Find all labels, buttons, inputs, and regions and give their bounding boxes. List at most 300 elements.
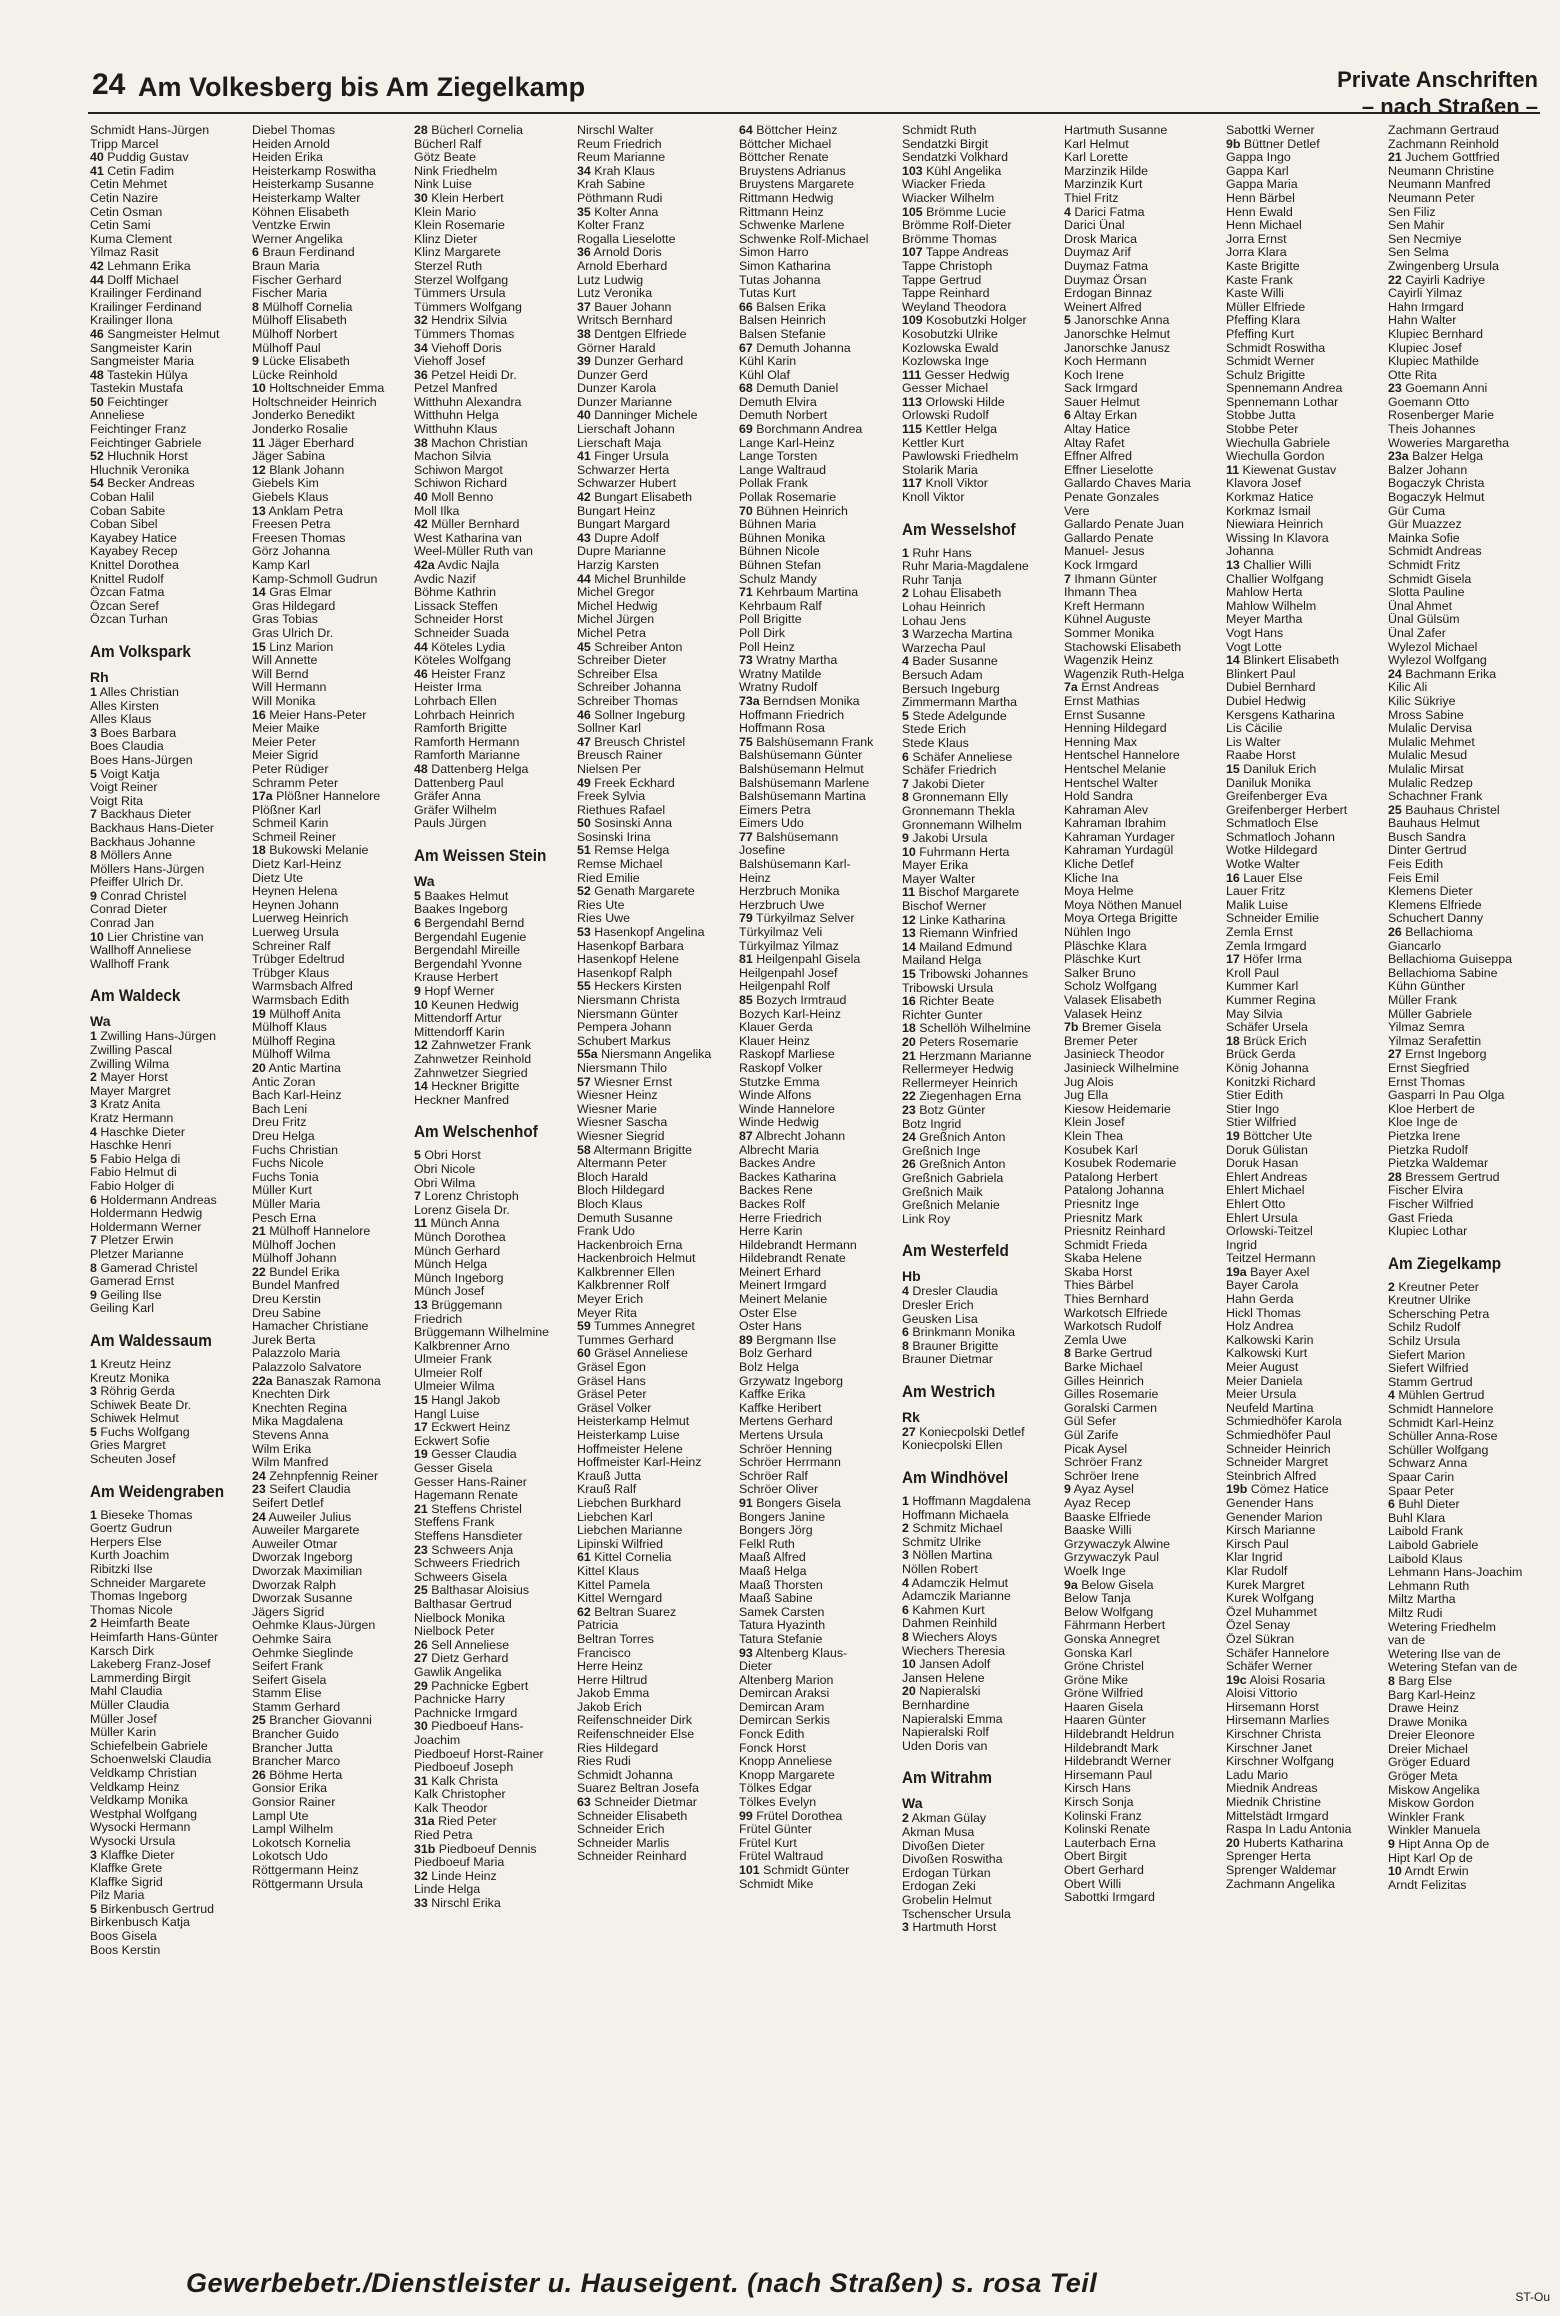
district-code: Wa	[414, 872, 435, 889]
directory-column	[1064, 124, 1216, 1905]
resident-entry: Tatura Stefanie	[739, 1632, 823, 1646]
resident-entry: Schmidt Johanna	[577, 1768, 673, 1782]
resident-entry: Gesser Hans-Rainer	[414, 1475, 527, 1489]
resident-entry: Meier Maike	[252, 722, 320, 736]
house-number: 5	[414, 1149, 421, 1163]
resident-entry: Lammerding Birgit	[90, 1671, 191, 1685]
resident-entry: Gawlik Angelika	[414, 1665, 502, 1679]
resident-entry: Klupiec Bernhard	[1388, 327, 1484, 341]
resident-entry: Raskopf Volker	[739, 1061, 823, 1075]
resident-entry: 10 Jansen Adolf	[902, 1658, 991, 1672]
resident-entry: Zemla Uwe	[1064, 1333, 1127, 1347]
resident-entry: 91 Bongers Gisela	[739, 1496, 841, 1510]
resident-entry: Schäfer Friedrich	[902, 764, 997, 778]
house-number: 20	[902, 1685, 916, 1699]
house-number: 28	[1388, 1170, 1402, 1184]
resident-entry: 17a Plößner Hannelore	[252, 790, 381, 804]
house-number: 3	[902, 1549, 909, 1563]
resident-entry: Hipt Karl Op de	[1388, 1851, 1473, 1865]
resident-entry: Karsch Dirk	[90, 1644, 155, 1658]
resident-entry: 8 Barg Else	[1388, 1674, 1453, 1688]
resident-entry: Mayer Margret	[90, 1084, 171, 1098]
resident-entry: Tappe Gertrud	[902, 273, 982, 287]
resident-entry: 17 Höfer Irma	[1226, 953, 1302, 967]
resident-entry: Kalkbrenner Arno	[414, 1339, 510, 1353]
resident-entry: Knechten Regina	[252, 1401, 348, 1415]
resident-entry: 8 Wiechers Aloys	[902, 1631, 998, 1644]
resident-entry: Warmsbach Alfred	[252, 980, 353, 994]
resident-entry: Skaba Horst	[1064, 1265, 1133, 1279]
resident-entry: Bloch Klaus	[577, 1197, 643, 1211]
resident-entry: Pläschke Klara	[1064, 939, 1147, 953]
resident-entry: Wiesner Siegrid	[577, 1129, 665, 1143]
resident-entry: Lehmann Hans-Joachim	[1388, 1566, 1523, 1580]
resident-entry: 19 Mülhoff Anita	[252, 1007, 341, 1021]
resident-entry: Gräfer Anna	[414, 790, 481, 804]
resident-entry: Jorra Ernst	[1226, 232, 1287, 246]
resident-entry: Woweries Margaretha	[1388, 436, 1509, 450]
resident-entry: 23 Goemann Anni	[1388, 382, 1488, 396]
resident-entry: Bühnen Stefan	[739, 559, 821, 572]
house-number: 64	[739, 124, 753, 137]
resident-entry: 13 Riemann Winfried	[902, 927, 1018, 941]
resident-entry: Boes Claudia	[90, 740, 164, 754]
resident-entry: Altermann Peter	[577, 1157, 667, 1171]
house-number: 24	[252, 1469, 266, 1483]
house-number: 6	[252, 246, 259, 260]
resident-entry: Nielsen Per	[577, 762, 642, 776]
resident-entry: Schneider Heinrich	[1226, 1442, 1331, 1456]
house-number: 25	[414, 1584, 428, 1598]
resident-entry: Petzel Manfred	[414, 382, 498, 396]
house-number: 70	[739, 504, 753, 518]
resident-entry: Skaba Helene	[1064, 1252, 1142, 1266]
resident-entry: Bersuch Ingeburg	[902, 682, 1000, 696]
resident-entry: Conrad Dieter	[90, 903, 168, 917]
resident-entry: Heinz	[739, 871, 771, 885]
resident-entry: Westphal Wolfgang	[90, 1807, 197, 1821]
resident-entry: 9 Hopf Werner	[414, 985, 495, 999]
resident-entry: Koniecpolski Ellen	[902, 1439, 1003, 1453]
house-number: 23a	[1388, 450, 1409, 464]
resident-entry: 24 Bachmann Erika	[1388, 667, 1497, 681]
resident-entry: Hentschel Hannelore	[1064, 749, 1180, 763]
resident-entry: Lange Torsten	[739, 450, 818, 464]
directory-columns	[90, 124, 1550, 2212]
resident-entry: 87 Albrecht Johann	[739, 1129, 846, 1143]
resident-entry: Heynen Johann	[252, 898, 339, 912]
resident-entry: Obert Birgit	[1064, 1850, 1127, 1864]
resident-entry: Meinert Erhard	[739, 1265, 821, 1279]
resident-entry: Pfeiffer Ulrich Dr.	[90, 876, 184, 890]
resident-entry: Greßnich Gabriela	[902, 1171, 1004, 1185]
resident-entry: Heiden Arnold	[252, 137, 330, 151]
house-number: 31	[414, 1774, 428, 1788]
resident-entry: 99 Frütel Dorothea	[739, 1809, 843, 1823]
resident-entry: Schröer Irene	[1064, 1469, 1140, 1483]
house-number: 16	[1226, 871, 1240, 885]
resident-entry: Effner Lieselotte	[1064, 463, 1154, 477]
resident-entry: Köteles Wolfgang	[414, 654, 511, 668]
resident-entry: Obert Gerhard	[1064, 1864, 1144, 1877]
resident-entry: Wetering Ilse van de	[1388, 1647, 1501, 1661]
resident-entry: Johanna	[1226, 545, 1274, 559]
resident-entry: Wetering Stefan van de	[1388, 1661, 1518, 1675]
resident-entry: Maaß Alfred	[739, 1551, 806, 1565]
resident-entry: Schneider Suada	[414, 626, 510, 640]
resident-entry: 30 Klein Herbert	[414, 191, 504, 205]
house-number: 9b	[1226, 137, 1241, 151]
resident-entry: Niersmann Christa	[577, 994, 680, 1007]
resident-entry: Winkler Manuela	[1388, 1824, 1481, 1838]
resident-entry: Winkler Frank	[1388, 1810, 1465, 1824]
resident-entry: Liebchen Marianne	[577, 1524, 683, 1538]
resident-entry: 21 Juchem Gottfried	[1388, 151, 1500, 165]
house-number: 6	[902, 1603, 909, 1617]
house-number: 21	[414, 1502, 428, 1516]
house-number: 105	[902, 205, 923, 219]
resident-entry: Marzinzik Hilde	[1064, 164, 1148, 178]
resident-entry: Brancher Marco	[252, 1755, 341, 1769]
resident-entry: Theis Johannes	[1388, 423, 1476, 437]
house-number: 26	[414, 1638, 428, 1652]
resident-entry: Schiwon Margot	[414, 463, 503, 477]
resident-entry: Haaren Gisela	[1064, 1700, 1144, 1714]
resident-entry: Balsen Stefanie	[739, 327, 826, 341]
house-number: 27	[902, 1425, 916, 1439]
resident-entry: Patalong Herbert	[1064, 1170, 1158, 1184]
resident-entry: Kühnel Auguste	[1064, 613, 1151, 627]
resident-entry: 19 Böttcher Ute	[1226, 1129, 1313, 1143]
resident-entry: Schneider Horst	[414, 613, 503, 627]
resident-entry: Backhaus Johanne	[90, 835, 196, 849]
resident-entry: 1 Kreutz Heinz	[90, 1357, 172, 1371]
resident-entry: Ruhr Tanja	[902, 573, 962, 587]
house-number: 54	[90, 477, 104, 491]
resident-entry: Mulalic Mesud	[1388, 749, 1468, 763]
house-number: 34	[577, 164, 591, 178]
resident-entry: Zemla Irmgard	[1226, 939, 1307, 953]
resident-entry: Brömme Rolf-Dieter	[902, 219, 1012, 233]
resident-entry: Kosobutzki Ulrike	[902, 327, 998, 341]
resident-entry: Thomas Nicole	[90, 1603, 173, 1617]
resident-entry: Klupiec Lothar	[1388, 1225, 1468, 1239]
resident-entry: 42 Müller Bernhard	[414, 518, 520, 532]
resident-entry: 26 Bellachioma	[1388, 926, 1473, 940]
resident-entry: Tölkes Edgar	[739, 1782, 813, 1796]
house-number: 107	[902, 246, 923, 260]
resident-entry: Warmsbach Edith	[252, 994, 350, 1007]
resident-entry: Grzywaczyk Paul	[1064, 1551, 1160, 1565]
directory-column	[1388, 124, 1540, 1892]
resident-entry: Demuth Norbert	[739, 409, 828, 423]
house-number: 115	[902, 423, 922, 437]
house-number: 24	[1388, 667, 1402, 681]
resident-entry: Thiel Fritz	[1064, 191, 1119, 205]
resident-entry: Backhaus Hans-Dieter	[90, 821, 214, 835]
resident-entry: Ehlert Michael	[1226, 1184, 1305, 1198]
resident-entry: Pietzka Irene	[1388, 1129, 1461, 1143]
resident-entry: 20 Huberts Katharina	[1226, 1836, 1344, 1850]
resident-entry: Schneider Reinhard	[577, 1850, 687, 1864]
resident-entry: Schwarz Anna	[1388, 1457, 1468, 1471]
resident-entry: 49 Freek Eckhard	[577, 776, 675, 790]
resident-entry: Ernst Susanne	[1064, 708, 1146, 722]
house-number: 4	[90, 1125, 97, 1139]
resident-entry: Krailinger Ferdinand	[90, 300, 202, 314]
resident-entry: Geiling Karl	[90, 1302, 155, 1316]
resident-entry: 33 Nirschl Erika	[414, 1897, 501, 1911]
resident-entry: Pfeffing Klara	[1226, 314, 1301, 328]
resident-entry: Kalk Christopher	[414, 1788, 506, 1802]
resident-entry: 34 Krah Klaus	[577, 164, 655, 178]
resident-entry: 20 Napieralski	[902, 1685, 981, 1699]
house-number: 32	[414, 314, 428, 328]
resident-entry: Miltz Martha	[1388, 1593, 1456, 1607]
resident-entry: Tümmers Ursula	[414, 287, 506, 301]
house-number: 45	[577, 640, 591, 654]
resident-entry: Möllers Hans-Jürgen	[90, 862, 205, 876]
resident-entry: Gür Cuma	[1388, 504, 1446, 518]
resident-entry: Klein Thea	[1064, 1129, 1124, 1143]
resident-entry: Schiwon Richard	[414, 477, 507, 491]
resident-entry: Jurek Berta	[252, 1333, 316, 1347]
resident-entry: Schwenke Rolf-Michael	[739, 232, 869, 246]
resident-entry: Fonck Edith	[739, 1728, 805, 1742]
resident-entry: Wilm Manfred	[252, 1456, 329, 1470]
resident-entry: Ried Emilie	[577, 871, 640, 885]
resident-entry: Rosenberger Marie	[1388, 409, 1495, 423]
resident-entry: 4 Darici Fatma	[1064, 205, 1145, 219]
house-number: 21	[902, 1049, 916, 1063]
resident-entry: 45 Schreiber Anton	[577, 640, 683, 654]
resident-entry: Kloe Herbert de	[1388, 1102, 1475, 1116]
resident-entry: Heckner Manfred	[414, 1093, 510, 1107]
resident-entry: Greifenberger Eva	[1226, 790, 1328, 804]
house-number: 10	[902, 845, 916, 859]
house-number: 17	[1226, 953, 1240, 967]
resident-entry: Gonska Karl	[1064, 1646, 1133, 1660]
house-number: 55	[577, 980, 591, 994]
resident-entry: Fischer Elvira	[1388, 1184, 1464, 1198]
resident-entry: 6 Altay Erkan	[1064, 409, 1138, 423]
resident-entry: Klupiec Mathilde	[1388, 355, 1479, 369]
resident-entry: 5 Janorschke Anna	[1064, 314, 1170, 328]
resident-entry: Grobelin Helmut	[902, 1893, 992, 1907]
resident-entry: 27 Koniecpolski Detlef	[902, 1425, 1025, 1439]
resident-entry: Lohrbach Heinrich	[414, 708, 515, 722]
resident-entry: Witthuhn Alexandra	[414, 395, 522, 409]
resident-entry: Marzinzik Kurt	[1064, 178, 1143, 192]
street-heading: Am Waldeck	[90, 986, 181, 1006]
resident-entry: Müller Maria	[252, 1197, 321, 1211]
resident-entry: Challier Wolfgang	[1226, 572, 1324, 586]
resident-entry: 4 Bader Susanne	[902, 655, 998, 669]
resident-entry: Kalkbrenner Ellen	[577, 1265, 675, 1279]
resident-entry: 8 Mülhoff Cornelia	[252, 300, 353, 314]
resident-entry: Demuth Elvira	[739, 395, 817, 409]
resident-entry: Napieralski Rolf	[902, 1726, 989, 1740]
house-number: 2	[902, 587, 909, 601]
resident-entry: Schilz Rudolf	[1388, 1321, 1461, 1335]
resident-entry: Henning Max	[1064, 735, 1138, 749]
resident-entry: Gallardo Penate	[1064, 531, 1154, 545]
resident-entry: Meyer Rita	[577, 1306, 637, 1320]
resident-entry: Priesnitz Mark	[1064, 1211, 1143, 1225]
resident-entry: Will Monika	[252, 694, 316, 708]
resident-entry: Gamerad Ernst	[90, 1275, 175, 1289]
resident-entry: Tribowski Ursula	[902, 981, 994, 995]
house-number: 77	[739, 830, 753, 844]
house-number: 2	[90, 1617, 97, 1631]
resident-entry: West Katharina van	[414, 531, 522, 545]
resident-entry: Mertens Gerhard	[739, 1415, 833, 1429]
house-number: 85	[739, 994, 753, 1007]
resident-entry: Pollak Frank	[739, 477, 808, 491]
resident-entry: Ihmann Thea	[1064, 586, 1137, 600]
resident-entry: Haaren Günter	[1064, 1714, 1146, 1728]
resident-entry: Meier Ursula	[1226, 1388, 1297, 1402]
resident-entry: Hasenkopf Ralph	[577, 966, 673, 980]
house-number: 71	[739, 586, 753, 600]
resident-entry: 73a Berndsen Monika	[739, 694, 860, 708]
house-number: 6	[90, 1193, 97, 1207]
resident-entry: Meyer Martha	[1226, 613, 1303, 627]
resident-entry: Lohau Heinrich	[902, 601, 986, 614]
resident-entry: Kolter Franz	[577, 219, 645, 233]
resident-entry: Knittel Rudolf	[90, 572, 164, 586]
resident-entry: Hoffmeister Helene	[577, 1442, 683, 1456]
resident-entry: Schneider Margarete	[90, 1576, 206, 1590]
directory-column	[902, 124, 1054, 1935]
resident-entry: 10 Arndt Erwin	[1388, 1865, 1469, 1879]
resident-entry: 20 Antic Martina	[252, 1061, 341, 1075]
resident-entry: Wiechulla Gordon	[1226, 450, 1325, 464]
resident-entry: Schüller Wolfgang	[1388, 1443, 1489, 1457]
resident-entry: Gast Frieda	[1388, 1211, 1453, 1225]
resident-entry: Schröer Herrmann	[739, 1456, 841, 1470]
resident-entry: Samek Carsten	[739, 1605, 825, 1619]
resident-entry: 4 Haschke Dieter	[90, 1125, 186, 1139]
resident-entry: Manuel- Jesus	[1064, 545, 1145, 559]
section-label-line1: Private Anschriften	[1337, 67, 1538, 92]
resident-entry: Kroll Paul	[1226, 966, 1280, 980]
resident-entry: Richter Gunter	[902, 1008, 983, 1022]
resident-entry: Ernst Siegfried	[1388, 1061, 1470, 1075]
resident-entry: Dieter	[739, 1660, 773, 1674]
house-number: 79	[739, 912, 753, 926]
resident-entry: Dworzak Susanne	[252, 1592, 353, 1606]
resident-entry: Schreiber Johanna	[577, 681, 682, 695]
house-number: 31b	[414, 1842, 436, 1856]
resident-entry: Schneider Elisabeth	[577, 1809, 688, 1823]
resident-entry: Wallhoff Frank	[90, 957, 170, 971]
street-heading: Am Ziegelkamp	[1388, 1253, 1502, 1273]
resident-entry: Münch Ingeborg	[414, 1271, 504, 1285]
resident-entry: 30 Piedboeuf Hans-	[414, 1720, 524, 1734]
resident-entry: Altay Rafet	[1064, 436, 1125, 450]
resident-entry: Henn Bärbel	[1226, 191, 1295, 205]
resident-entry: 9 Hipt Anna Op de	[1388, 1838, 1490, 1852]
resident-entry: Bergendahl Mireille	[414, 944, 521, 958]
resident-entry: Fuchs Christian	[252, 1143, 339, 1157]
resident-entry: 93 Altenberg Klaus-	[739, 1646, 848, 1660]
resident-entry: Effner Alfred	[1064, 450, 1132, 464]
resident-entry: Stamm Elise	[252, 1687, 322, 1701]
resident-entry: Kilic Ali	[1388, 681, 1428, 695]
house-number: 21	[1388, 151, 1402, 165]
resident-entry: 8 Gamerad Christel	[90, 1261, 198, 1275]
resident-entry: Winde Hannelore	[739, 1102, 835, 1116]
resident-entry: Reum Friedrich	[577, 137, 662, 151]
house-number: 24	[902, 1131, 916, 1145]
resident-entry: 31a Ried Peter	[414, 1815, 497, 1829]
resident-entry: Kozlowska Inge	[902, 355, 989, 369]
resident-entry: Grzywatz Ingeborg	[739, 1374, 843, 1388]
resident-entry: Brüggemann Wilhelmine	[414, 1326, 549, 1340]
house-number: 46	[577, 708, 591, 722]
resident-entry: Warkotsch Elfriede	[1064, 1306, 1168, 1320]
resident-entry: Divoßen Roswitha	[902, 1853, 1003, 1867]
resident-entry: Hildebrandt Heldrun	[1064, 1728, 1175, 1742]
resident-entry: Brömme Thomas	[902, 232, 997, 246]
house-number: 32	[414, 1869, 428, 1883]
resident-entry: Pöthmann Rudi	[577, 191, 663, 205]
house-number: 4	[1064, 205, 1071, 219]
house-number: 11	[1226, 463, 1240, 477]
resident-entry: Hildebrandt Mark	[1064, 1741, 1159, 1755]
resident-entry: Kliche Detlef	[1064, 858, 1134, 872]
resident-entry: Henn Michael	[1226, 219, 1302, 233]
resident-entry: Fischer Maria	[252, 287, 328, 301]
resident-entry: Niersmann Thilo	[577, 1061, 667, 1075]
resident-entry: 5 Fuchs Wolfgang	[90, 1425, 190, 1439]
house-number: 36	[414, 368, 428, 382]
resident-entry: 105 Brömme Lucie	[902, 205, 1007, 219]
resident-entry: Barg Karl-Heinz	[1388, 1688, 1476, 1702]
resident-entry: Schröer Henning	[739, 1442, 832, 1456]
house-number: 24	[252, 1510, 266, 1524]
resident-entry: 13 Brüggemann	[414, 1298, 503, 1312]
resident-entry: Demircan Aram	[739, 1700, 825, 1714]
resident-entry: 23 Seifert Claudia	[252, 1483, 351, 1497]
resident-entry: Frank Udo	[577, 1225, 635, 1239]
resident-entry: Schmitz Ulrike	[902, 1535, 982, 1549]
resident-entry: Kreft Hermann	[1064, 599, 1145, 613]
resident-entry: Röttgermann Heinz	[252, 1864, 359, 1877]
resident-entry: Özcan Seref	[90, 599, 159, 613]
resident-entry: Schäfer Hannelore	[1226, 1646, 1330, 1660]
resident-entry: Henning Hildegard	[1064, 722, 1167, 736]
resident-entry: Haschke Henri	[90, 1139, 172, 1153]
resident-entry: Kreutner Ulrike	[1388, 1294, 1471, 1308]
resident-entry: Picak Aysel	[1064, 1442, 1128, 1456]
resident-entry: 7 Jakobi Dieter	[902, 777, 985, 791]
resident-entry: Hackenbroich Helmut	[577, 1252, 696, 1266]
resident-entry: Freek Sylvia	[577, 790, 646, 804]
resident-entry: Dupre Marianne	[577, 545, 666, 559]
resident-entry: Tölkes Evelyn	[739, 1796, 817, 1810]
resident-entry: Tatura Hyazinth	[739, 1619, 826, 1633]
resident-entry: Röttgermann Ursula	[252, 1877, 363, 1891]
house-number: 42	[414, 518, 428, 532]
resident-entry: 14 Gras Elmar	[252, 586, 332, 600]
resident-entry: Viehoff Josef	[414, 355, 486, 369]
house-number: 42	[577, 491, 591, 505]
resident-entry: Pachnicke Irmgard	[414, 1706, 518, 1720]
resident-entry: Hirsemann Paul	[1064, 1768, 1153, 1782]
resident-entry: 55 Heckers Kirsten	[577, 980, 682, 994]
